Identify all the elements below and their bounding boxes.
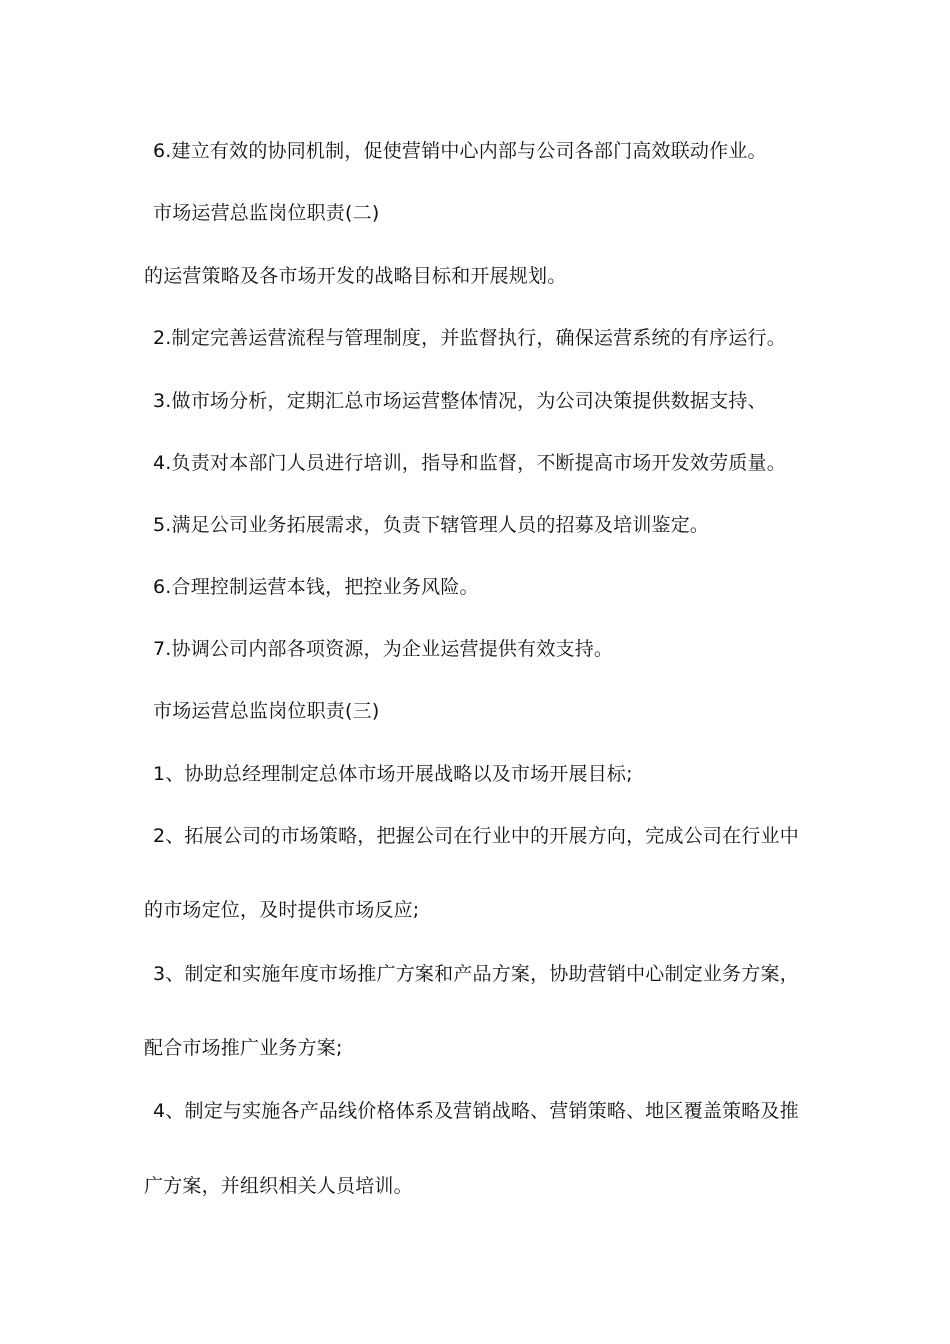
- section-heading: 市场运营总监岗位职责(三): [153, 700, 380, 722]
- paragraph-line: 的市场定位，及时提供市场反应;: [144, 899, 420, 921]
- list-item: 1、协助总经理制定总体市场开展战略以及市场开展目标;: [153, 763, 633, 785]
- list-item: 2.制定完善运营流程与管理制度，并监督执行，确保运营系统的有序运行。: [153, 327, 786, 349]
- paragraph-line: 6.建立有效的协同机制，促使营销中心内部与公司各部门高效联动作业。: [153, 140, 767, 162]
- section-heading: 市场运营总监岗位职责(二): [153, 202, 380, 224]
- list-item: 3、制定和实施年度市场推广方案和产品方案，协助营销中心制定业务方案，: [153, 963, 799, 985]
- list-item: 4、制定与实施各产品线价格体系及营销战略、营销策略、地区覆盖策略及推: [153, 1100, 799, 1122]
- list-item: 7.协调公司内部各项资源，为企业运营提供有效支持。: [153, 638, 614, 660]
- paragraph-line: 广方案，并组织相关人员培训。: [144, 1175, 413, 1197]
- list-item: 2、拓展公司的市场策略，把握公司在行业中的开展方向，完成公司在行业中: [153, 825, 799, 847]
- list-item: 3.做市场分析，定期汇总市场运营整体情况，为公司决策提供数据支持、: [153, 390, 767, 412]
- list-item: 6.合理控制运营本钱，把控业务风险。: [153, 576, 479, 598]
- list-item: 4.负责对本部门人员进行培训，指导和监督，不断提高市场开发效劳质量。: [153, 452, 786, 474]
- paragraph-line: 配合市场推广业务方案;: [144, 1037, 343, 1059]
- paragraph-line: 的运营策略及各市场开发的战略目标和开展规划。: [144, 265, 567, 287]
- list-item: 5.满足公司业务拓展需求，负责下辖管理人员的招募及培训鉴定。: [153, 514, 710, 536]
